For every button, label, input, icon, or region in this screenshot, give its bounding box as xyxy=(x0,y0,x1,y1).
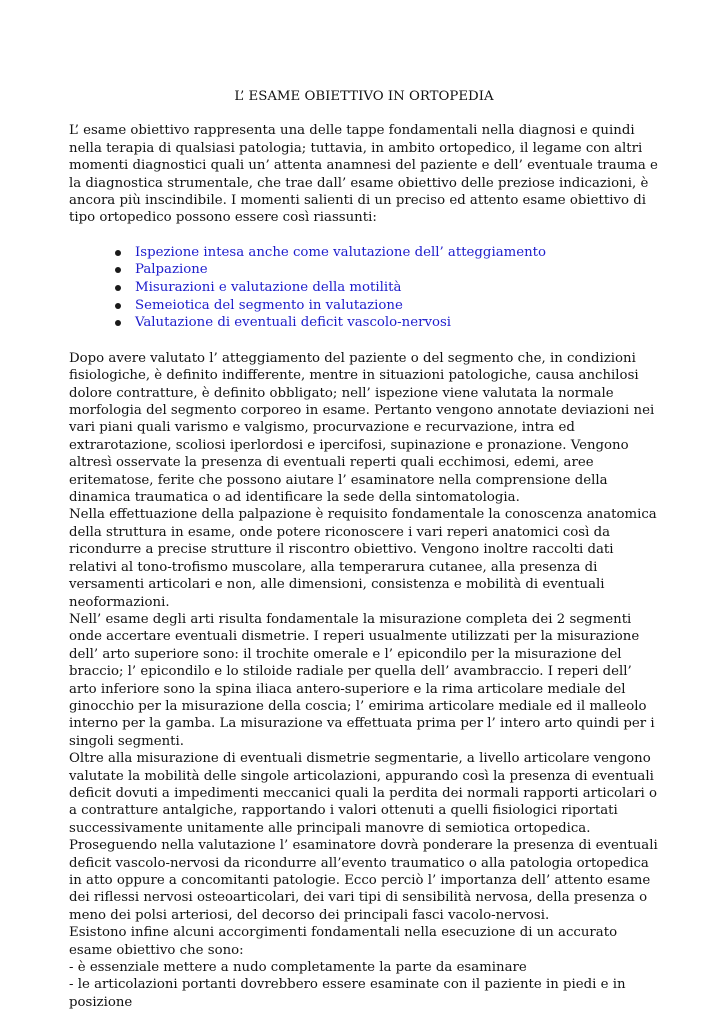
neurovascular-paragraph: Proseguendo nella valutazione l’ esaminatore dovrà ponderare la presenza di eventuali deficit vascolo-nervosi da ricondurre all’evento traumatico o alla patologia ortopedica in atto oppure a concomitanti patologie. Ecco perciò l’ importanza dell’ attento esame dei riflessi nervosi osteoarticolari, dei vari tipi di sensibilità nervosa, della presenza o meno dei polsi arteriosi, del decorso dei principali fasci vacolo-nervosi. xyxy=(69,838,658,923)
intro-paragraph: L’ esame obiettivo rappresenta una delle tappe fondamentali nella diagnosi e quindi nella terapia di qualsiasi patologia; tuttavia, in ambito ortopedico, il legame con altri momenti diagnostici quali un’ attenta anamnesi del paziente e dell’ eventuale trauma e la diagnostica strumentale, che trae dall’ esame obiettivo delle preziose indicazioni, è ancora più inscindibile. I momenti salienti di un preciso ed attento esame obiettivo di tipo ortopedico possono essere così riassunti: xyxy=(69,123,658,226)
bullet-icon xyxy=(115,285,121,291)
bullet-icon xyxy=(115,267,121,273)
list-item: Palpazione xyxy=(135,261,659,279)
guidelines-intro-paragraph: Esistono infine alcuni accorgimenti fondamentali nella esecuzione di un accurato esame obiettivo che sono: xyxy=(69,925,618,958)
document-page xyxy=(69,88,659,1011)
guideline-line: - è essenziale mettere a nudo completamente la parte da esaminare xyxy=(69,960,527,976)
list-item: Ispezione intesa anche come valutazione dell’ atteggiamento xyxy=(135,244,659,262)
inspection-paragraph: Dopo avere valutato l’ atteggiamento del paziente o del segmento che, in condizioni fisiologiche, è definito indifferente, mentre in situazioni patologiche, causa anchilosi dolore contratture, è definito obbligato; nell’ ispezione viene valutata la normale morfologia del segmento corporeo in esame. Pertanto vengono annotate deviazioni nei vari piani quali varismo e valgismo, procurvazione e recurvazione, intra ed extrarotazione, scoliosi iperlordosi e ipercifosi, supinazione e pronazione. Vengono altresì osservate la presenza di eventuali reperti quali ecchimosi, edemi, aree eritematose, ferite che possono aiutare l’ esaminatore nella comprensione della dinamica traumatica o ad identificare la sede della sintomatologia. xyxy=(69,350,655,506)
document-title: L’ ESAME OBIETTIVO IN ORTOPEDIA xyxy=(234,89,494,104)
measurement-paragraph: Nell’ esame degli arti risulta fondamentale la misurazione completa dei 2 segmenti onde accertare eventuali dismetrie. I reperi usualmente utilizzati per la misurazione dell’ arto superiore sono: il trochite omerale e l’ epicondilo per la misurazione del braccio; l’ epicondilo e lo stiloide radiale per quella dell’ avambraccio. I reperi dell’ arto inferiore sono la spina iliaca antero-superiore e la rima articolare mediale del ginocchio per la misurazione della coscia; l’ emirima articolare mediale ed il malleolo interno per la gamba. La misurazione va effettuata prima per l’ intero arto quindi per i singoli segmenti. xyxy=(69,611,655,749)
bullet-icon xyxy=(115,303,121,309)
guideline-line: - le articolazioni portanti dovrebbero essere esaminate con il paziente in piedi e in posizione xyxy=(69,977,626,1010)
motility-paragraph: Oltre alla misurazione di eventuali dismetrie segmentarie, a livello articolare vengono valutate la mobilità delle singole articolazioni, appurando così la presenza di eventuali deficit dovuti a impedimenti meccanici quali la perdita dei normali rapporti articolari o a contratture antalgiche, rapportando i valori ottenuti a quelli fisiologici riportati successivamente unitamente alle principali manovre di semiotica ortopedica. xyxy=(69,751,658,836)
list-item: Misurazioni e valutazione della motilità xyxy=(135,279,659,297)
key-moments-list xyxy=(69,244,659,332)
list-item: Valutazione di eventuali deficit vascolo-nervosi xyxy=(135,314,659,332)
bullet-icon xyxy=(115,250,121,256)
list-item: Semeiotica del segmento in valutazione xyxy=(135,297,659,315)
bullet-icon xyxy=(115,320,121,326)
palpation-paragraph: Nella effettuazione della palpazione è requisito fondamentale la conoscenza anatomica della struttura in esame, onde potere riconoscere i vari reperi anatomici così da ricondurre a precise strutture il riscontro obiettivo. Vengono inoltre raccolti dati relativi al tono-trofismo muscolare, alla temperarura cutanee, alla presenza di versamenti articolari e non, alle dimensioni, consistenza e mobilità di eventuali neoformazioni. xyxy=(69,507,657,610)
